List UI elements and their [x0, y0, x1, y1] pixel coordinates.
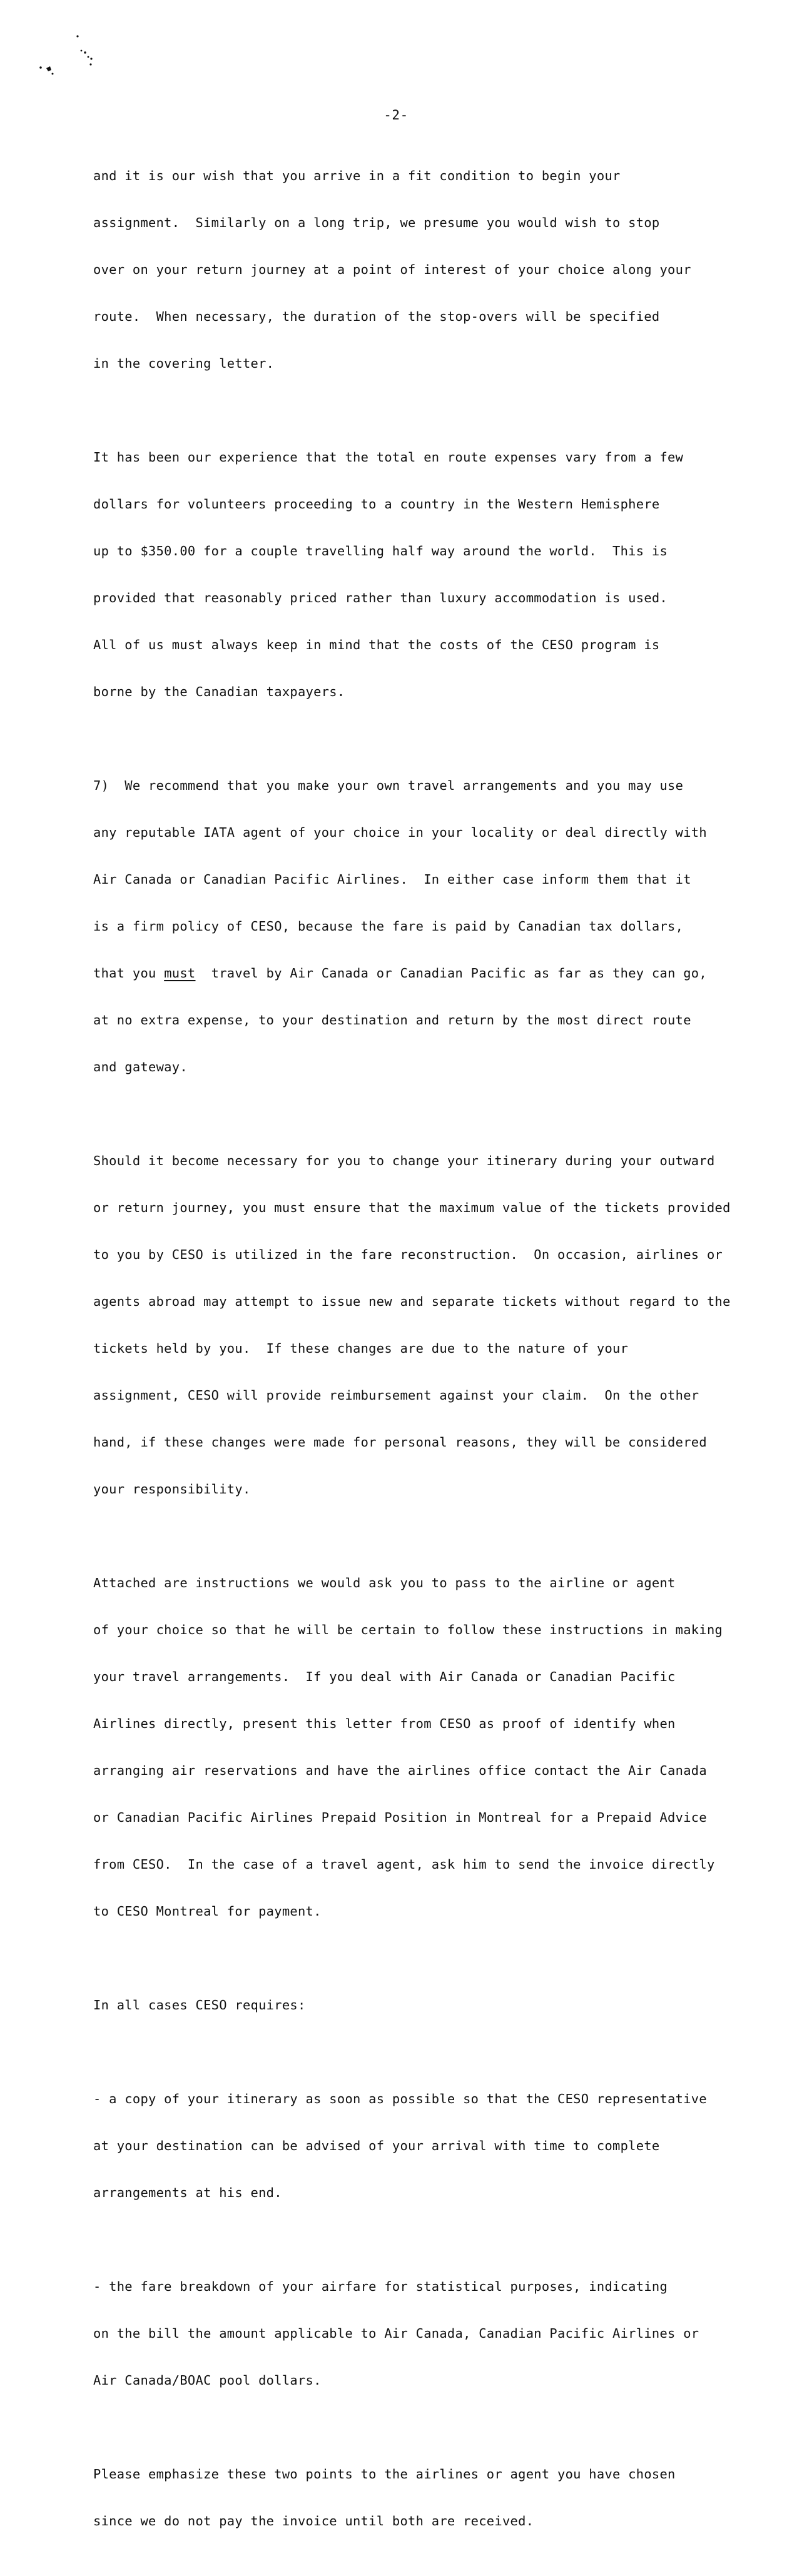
scan-speck-marks	[34, 31, 109, 88]
text-line: on the bill the amount applicable to Air Canada, Canadian Pacific Airlines or	[93, 2326, 699, 2341]
text-line: and it is our wish that you arrive in a fit condition to begin your	[93, 168, 621, 183]
text-line: - the fare breakdown of your airfare for statistical purposes, indicating	[93, 2279, 668, 2294]
paragraph-closing-emphasis	[93, 2435, 756, 2560]
text-line: 7) We recommend that you make your own travel arrangements and you may use	[93, 778, 684, 793]
text-fragment: travel by Air Canada or Canadian Pacific as far as they can go,	[195, 966, 707, 981]
text-line: at no extra expense, to your destination and return by the most direct route	[93, 1013, 691, 1028]
paragraph-requirements-intro	[93, 1966, 756, 2044]
text-line: dollars for volunteers proceeding to a country in the Western Hemisphere	[93, 497, 660, 512]
text-fragment: that you	[93, 966, 165, 981]
letter-body	[93, 137, 756, 2576]
underlined-word-must: must	[164, 966, 196, 981]
text-line: Please emphasize these two points to the airlines or agent you have chosen	[93, 2467, 676, 2482]
text-line: - a copy of your itinerary as soon as possible so that the CESO representative	[93, 2091, 707, 2106]
text-line: from CESO. In the case of a travel agent, ask him to send the invoice directly	[93, 1857, 715, 1872]
text-line: or return journey, you must ensure that the maximum value of the tickets provided	[93, 1200, 731, 1215]
paragraph-en-route-expenses	[93, 418, 756, 731]
text-line: arranging air reservations and have the airlines office contact the Air Canada	[93, 1763, 707, 1778]
text-line: hand, if these changes were made for personal reasons, they will be considered	[93, 1435, 707, 1450]
text-line: Airlines directly, present this letter from CESO as proof of identify when	[93, 1716, 676, 1731]
text-line: route. When necessary, the duration of the stop-overs will be specified	[93, 309, 660, 324]
page-number: -2-	[383, 108, 409, 123]
text-line: Air Canada/BOAC pool dollars.	[93, 2373, 322, 2388]
text-line: and gateway.	[93, 1059, 188, 1074]
text-line: assignment. Similarly on a long trip, we presume you would wish to stop	[93, 215, 660, 230]
text-line: agents abroad may attempt to issue new and separate tickets without regard to the	[93, 1294, 731, 1309]
text-line: since we do not pay the invoice until both are received.	[93, 2513, 534, 2528]
text-line: any reputable IATA agent of your choice in your locality or deal directly with	[93, 825, 707, 840]
text-line-with-underline	[93, 966, 756, 981]
text-line: provided that reasonably priced rather than luxury accommodation is used.	[93, 590, 668, 605]
text-line: In all cases CESO requires:	[93, 1998, 306, 2013]
text-line: in the covering letter.	[93, 356, 275, 371]
text-line: Attached are instructions we would ask you to pass to the airline or agent	[93, 1575, 676, 1590]
text-line: over on your return journey at a point of interest of your choice along your	[93, 262, 691, 277]
list-item-fare-breakdown	[93, 2248, 756, 2420]
text-line: is a firm policy of CESO, because the fare is paid by Canadian tax dollars,	[93, 919, 684, 934]
paragraph-itinerary-changes	[93, 1122, 756, 1528]
text-line: arrangements at his end.	[93, 2185, 282, 2200]
text-line: at your destination can be advised of your arrival with time to complete	[93, 2138, 660, 2153]
text-line: to you by CESO is utilized in the fare reconstruction. On occasion, airlines or	[93, 1247, 723, 1262]
text-line: All of us must always keep in mind that the costs of the CESO program is	[93, 637, 660, 652]
text-line: It has been our experience that the total en route expenses vary from a few	[93, 450, 684, 465]
paragraph-arrival-condition	[93, 137, 756, 403]
text-line: to CESO Montreal for payment.	[93, 1904, 322, 1919]
paragraph-travel-arrangements	[93, 747, 756, 1106]
text-line: tickets held by you. If these changes are due to the nature of your	[93, 1341, 629, 1356]
list-item-itinerary-copy	[93, 2060, 756, 2232]
text-line: of your choice so that he will be certain to follow these instructions in making	[93, 1622, 723, 1637]
text-line: Air Canada or Canadian Pacific Airlines. In either case inform them that it	[93, 872, 691, 887]
text-line: your responsibility.	[93, 1482, 251, 1497]
text-line: assignment, CESO will provide reimbursement against your claim. On the other	[93, 1388, 699, 1403]
text-line: borne by the Canadian taxpayers.	[93, 684, 345, 699]
text-line: up to $350.00 for a couple travelling half way around the world. This is	[93, 543, 668, 558]
text-line: your travel arrangements. If you deal with Air Canada or Canadian Pacific	[93, 1669, 676, 1684]
text-line: or Canadian Pacific Airlines Prepaid Position in Montreal for a Prepaid Advice	[93, 1810, 707, 1825]
text-line: Should it become necessary for you to change your itinerary during your outward	[93, 1153, 715, 1168]
paragraph-attached-instructions	[93, 1544, 756, 1951]
